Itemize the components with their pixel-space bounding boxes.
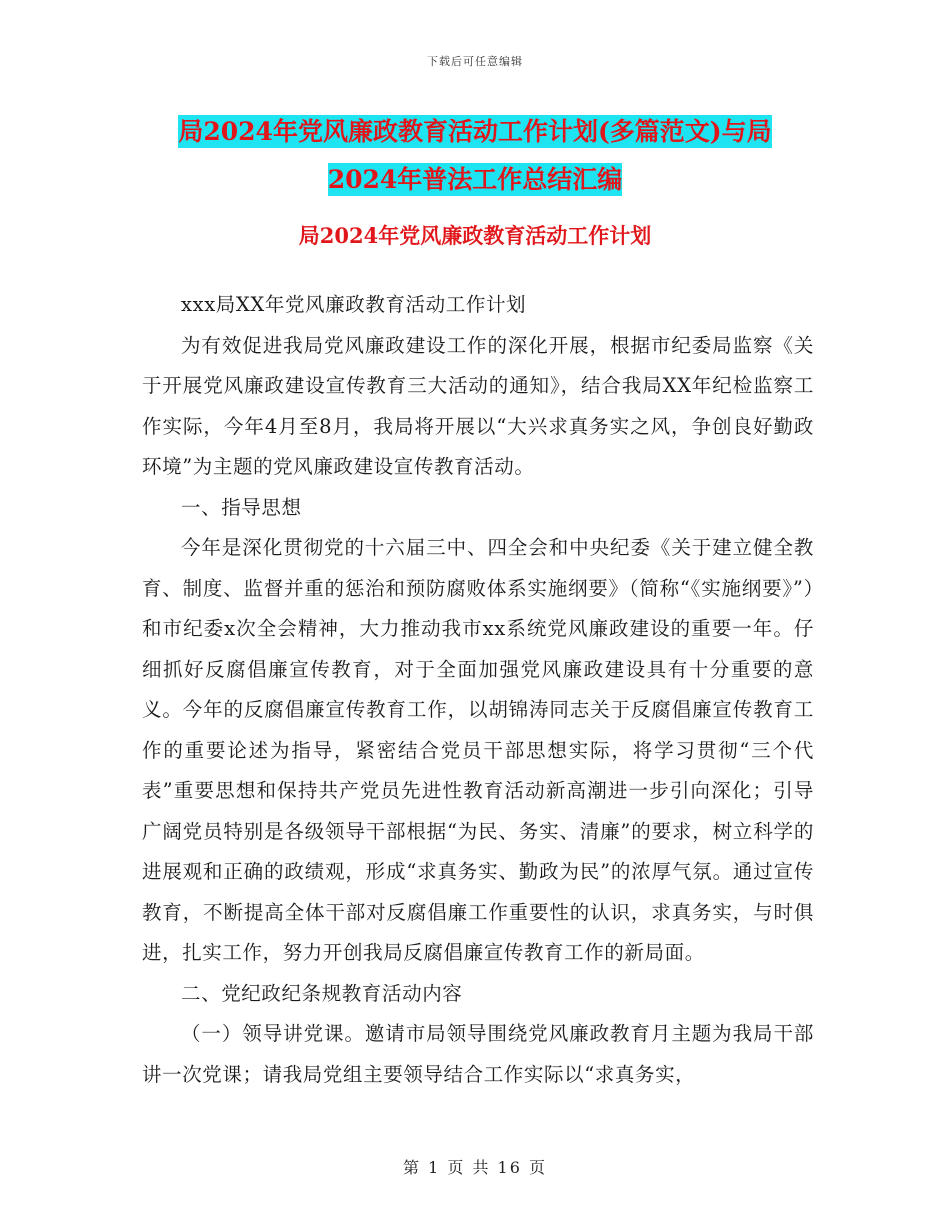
activity-item-1: （一）领导讲党课。邀请市局领导围绕党风廉政教育月主题为我局干部讲一次党课；请我局党组主要领导结合工作实际以“求真务实， [142, 1022, 814, 1086]
page-header: 下载后可任意编辑 [427, 55, 523, 68]
document-body [142, 285, 814, 1095]
heading-activity-content: 二、党纪政纪条规教育活动内容 [181, 981, 463, 1005]
document-title [120, 108, 830, 204]
page-number: 第 1 页 共 16 页 [403, 1158, 547, 1177]
document-title-line-1: 局2024年党风廉政教育活动工作计划(多篇范文)与局 [178, 117, 772, 146]
section-title: 局2024年党风廉政教育活动工作计划 [298, 223, 652, 248]
guiding-thought-paragraph: 今年是深化贯彻党的十六届三中、四全会和中央纪委《关于建立健全教育、制度、监督并重的惩治和预防腐败体系实施纲要》（简称“《实施纲要》”）和市纪委x次全会精神，大力推动我市xx系统党风廉政建设的重要一年。仔细抓好反腐倡廉宣传教育，对于全面加强党风廉政建设具有十分重要的意义。今年的反腐倡廉宣传教育工作，以胡锦涛同志关于反腐倡廉宣传教育工作的重要论述为指导，紧密结合党员干部思想实际，将学习贯彻“三个代表”重要思想和保持共产党员先进性教育活动新高潮进一步引向深化；引导广阔党员特别是各级领导干部根据“为民、务实、清廉”的要求，树立科学的进展观和正确的政绩观，形成“求真务实、勤政为民”的浓厚气氛。通过宣传教育，不断提高全体干部对反腐倡廉工作重要性的认识，求真务实，与时俱进，扎实工作，努力开创我局反腐倡廉宣传教育工作的新局面。 [142, 536, 814, 964]
intro-paragraph: 为有效促进我局党风廉政建设工作的深化开展，根据市纪委局监察《关于开展党风廉政建设宣传教育三大活动的通知》，结合我局XX年纪检监察工作实际，今年4月至8月，我局将开展以“大兴求真务实之风，争创良好勤政环境”为主题的党风廉政建设宣传教育活动。 [142, 333, 814, 478]
heading-guiding-thought: 一、指导思想 [181, 495, 302, 519]
document-title-line-2: 2024年普法工作总结汇编 [327, 165, 623, 194]
plan-subtitle: xxx局XX年党风廉政教育活动工作计划 [181, 293, 527, 316]
